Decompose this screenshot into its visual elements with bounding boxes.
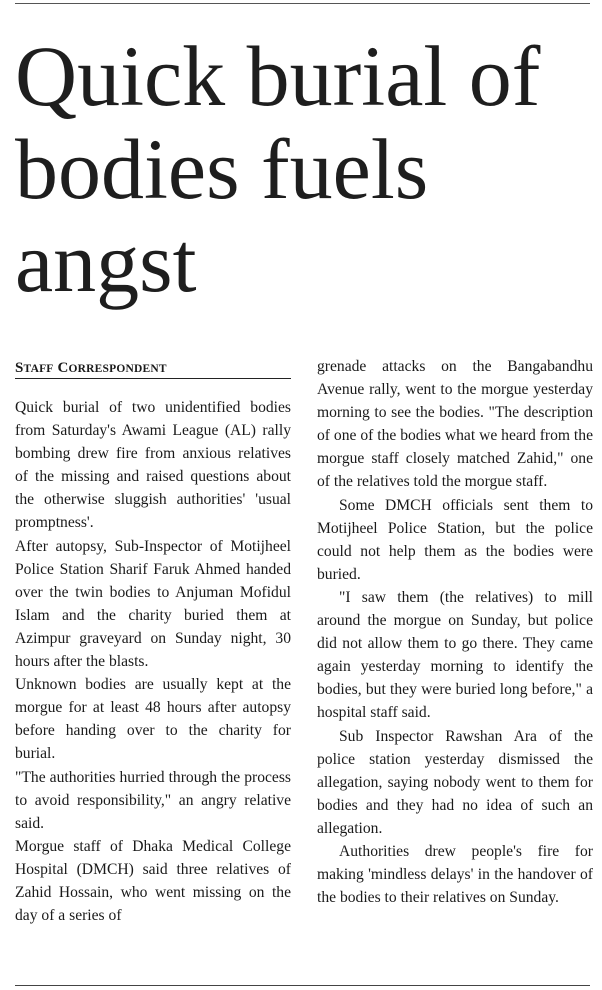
paragraph: Some DMCH officials sent them to Motijheel Police Station, but the police could not help them as the bodies were buried. — [317, 496, 593, 583]
article-column-right — [317, 355, 593, 909]
paragraph: Morgue staff of Dhaka Medical College Hospital (DMCH) said three relatives of Zahid Hossain, who went missing on the day of a series of — [15, 837, 291, 925]
paragraph: Quick burial of two unidentified bodies from Saturday's Awami League (AL) rally bombing drew fire from anxious relatives of the missing and raised questions about the otherwise sluggish authorities' 'usual promptness'. — [15, 399, 291, 532]
headline: Quick burial of bodies fuels angst — [15, 28, 541, 310]
byline: STAFF CORRESPONDENT — [15, 360, 291, 379]
bottom-rule — [15, 985, 590, 986]
paragraph: grenade attacks on the Bangabandhu Avenue rally, went to the morgue yesterday morning to see the bodies. "The description of one of the bodies what we heard from the morgue staff closely matched Zahid," one of the relatives told the morgue staff. — [317, 358, 593, 491]
top-rule — [15, 3, 590, 4]
paragraph: Sub Inspector Rawshan Ara of the police station yesterday dismissed the allegation, saying nobody went to them for bodies and they had no idea of such an allegation. — [317, 727, 593, 837]
paragraph: "The authorities hurried through the process to avoid responsibility," an angry relative said. — [15, 768, 291, 832]
paragraph: Authorities drew people's fire for making 'mindless delays' in the handover of the bodies to their relatives on Sunday. — [317, 842, 593, 907]
article-column-left — [15, 396, 291, 927]
paragraph: "I saw them (the relatives) to mill around the morgue on Sunday, but police did not allow them to go there. They came again yesterday morning to identify the bodies, but they were buried long before," a hospital staff said. — [317, 588, 593, 722]
paragraph: After autopsy, Sub-Inspector of Motijheel Police Station Sharif Faruk Ahmed handed over the twin bodies to Anjuman Mofidul Islam and the charity buried them at Azimpur graveyard on Sunday night, 30 hours after the blasts. — [15, 537, 291, 671]
paragraph: Unknown bodies are usually kept at the morgue for at least 48 hours after autopsy before handing over to the charity for burial. — [15, 676, 291, 763]
